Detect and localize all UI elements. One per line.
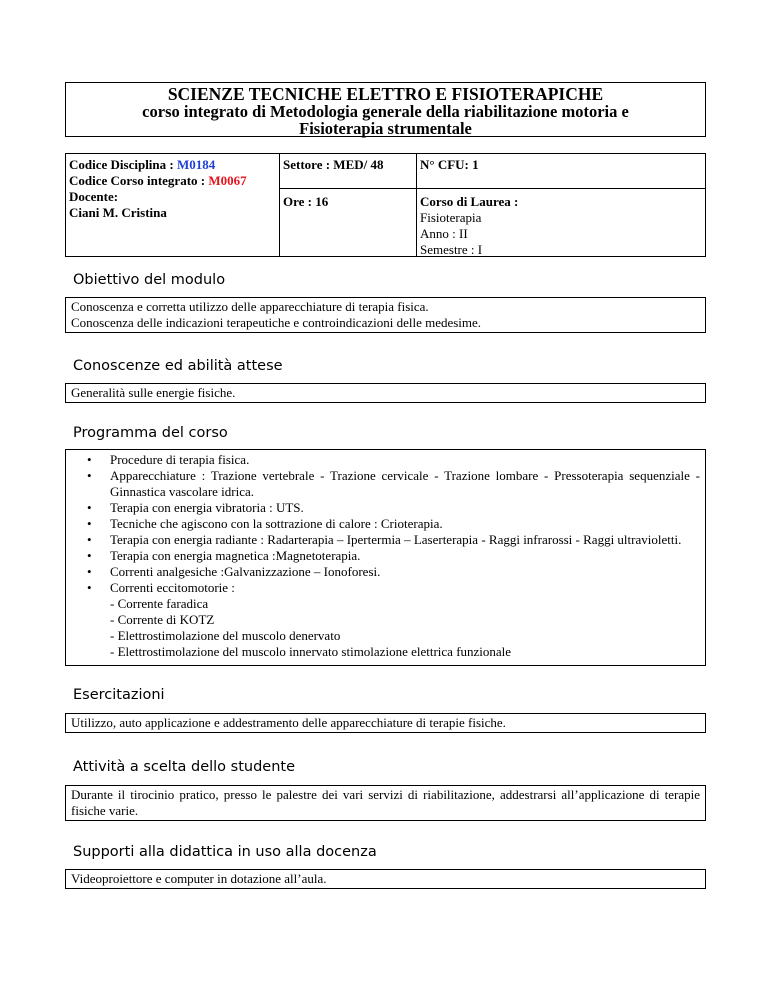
list-item: • Tecniche che agiscono con la sottrazione di calore : Crioterapia. [110,516,700,532]
docente-value: Ciani M. Cristina [69,205,167,220]
esercitazioni-text: Utilizzo, auto applicazione e addestramento delle apparecchiature di terapie fisiche. [71,715,506,730]
attivita-heading: Attività a scelta dello studente [73,759,296,775]
info-column-codes [66,154,279,256]
supporti-box [65,869,706,889]
esercitazioni-box [65,713,706,733]
obiettivo-heading: Obiettivo del modulo [73,272,226,288]
conoscenze-heading: Conoscenze ed abilità attese [73,358,283,374]
codice-corso-value: M0067 [208,173,247,188]
ore-cell [280,189,416,210]
programma-box [65,449,706,666]
info-column-settore [279,154,416,256]
codice-disciplina-value: M0184 [176,157,216,172]
list-item: • Correnti eccitomotorie : [110,580,700,596]
obiettivo-box [65,297,706,333]
docente-label: Docente: [69,189,119,204]
sub-list-item: - Corrente di KOTZ [110,612,215,627]
semestre: Semestre : I [420,242,483,257]
esercitazioni-heading: Esercitazioni [73,687,165,703]
ore: Ore : 16 [283,194,329,209]
course-subtitle-line2: Fisioterapia strumentale [299,119,472,138]
codes-cell [66,154,279,221]
codice-disciplina [69,157,277,173]
codice-corso-label: Codice Corso integrato : [69,173,206,188]
course-title-box [65,82,706,137]
corso-cell [417,189,705,258]
settore: Settore : MED/ 48 [283,157,384,172]
course-title: SCIENZE TECNICHE ELETTRO E FISIOTERAPICHE [167,84,604,104]
attivita-box [65,785,706,821]
list-item: • Terapia con energia vibratoria : UTS. [110,500,700,516]
list-item: • Apparecchiature : Trazione vertebrale - Trazione cervicale - Trazione lombare - Pressoterapia sequenziale - Ginnastica vascolare idrica. [110,468,700,500]
supporti-heading: Supporti alla didattica in uso alla docenza [73,844,377,860]
supporti-text: Videoproiettore e computer in dotazione all’aula. [71,871,327,886]
attivita-text: Durante il tirocinio pratico, presso le palestre dei vari servizi di riabilitazione, addestrarsi all’applicazione di terapie fisiche varie. [71,787,700,818]
codice-corso [69,173,277,189]
conoscenze-box [65,383,706,403]
obiettivo-line: Conoscenza e corretta utilizzo delle apparecchiature di terapia fisica. [71,299,429,314]
corso-value: Fisioterapia [420,210,482,225]
sub-list-item: - Elettrostimolazione del muscolo denervato [110,628,341,643]
list-item: • Terapia con energia magnetica :Magnetoterapia. [110,548,700,564]
programma-list [71,452,700,596]
list-item: • Procedure di terapia fisica. [110,452,700,468]
list-item: • Correnti analgesiche :Galvanizzazione – Ionoforesi. [110,564,700,580]
programma-heading: Programma del corso [73,425,228,441]
info-column-cfu [416,154,705,256]
cfu: N° CFU: 1 [420,157,479,172]
course-info-table [65,153,706,257]
course-subtitle-line1: corso integrato di Metodologia generale della riabilitazione motoria e [142,102,629,121]
anno: Anno : II [420,226,468,241]
sub-list-item: - Corrente faradica [110,596,209,611]
settore-cell [280,154,416,189]
obiettivo-line: Conoscenza delle indicazioni terapeutiche e controindicazioni delle medesime. [71,315,482,330]
sub-list-item: - Elettrostimolazione del muscolo innervato stimolazione elettrica funzionale [110,644,512,659]
corso-label: Corso di Laurea : [420,194,519,209]
conoscenze-text: Generalità sulle energie fisiche. [71,385,236,400]
cfu-cell [417,154,705,189]
codice-disciplina-label: Codice Disciplina : [69,157,174,172]
list-item: • Terapia con energia radiante : Radarterapia – Ipertermia – Laserterapia - Raggi infrarossi - Raggi ultravioletti. [110,532,700,548]
